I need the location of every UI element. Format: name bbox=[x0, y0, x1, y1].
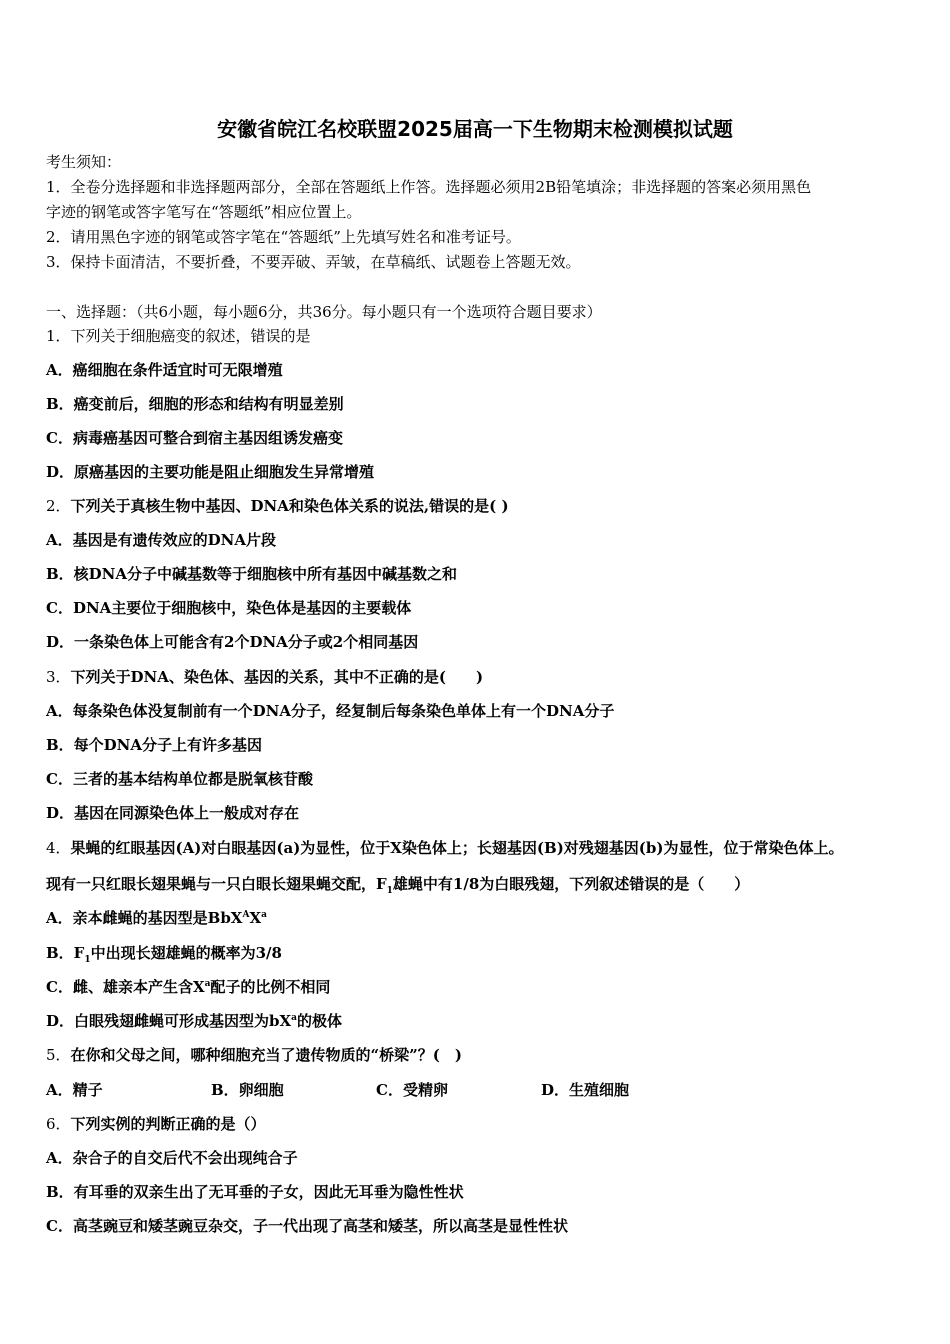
question-4-stem-line-2 bbox=[46, 874, 916, 894]
question-number: 3． bbox=[46, 668, 71, 686]
question-number: 4． bbox=[46, 839, 71, 857]
q5-option-c: C．受精卵 bbox=[376, 1081, 448, 1099]
question-5 bbox=[46, 1045, 916, 1065]
question-6 bbox=[46, 1114, 916, 1134]
question-stem: 在你和父母之间，哪种细胞充当了遗传物质的“桥梁”？( ) bbox=[70, 1046, 462, 1064]
option-text: X bbox=[249, 909, 262, 927]
notice-heading: 考生须知： bbox=[46, 153, 122, 171]
option-text: 的极体 bbox=[296, 1012, 342, 1030]
q5-option-a: A．精子 bbox=[46, 1081, 103, 1099]
q2-option-d: D．一条染色体上可能含有2个DNA分子或2个相同基因 bbox=[46, 633, 419, 651]
question-stem: 下列实例的判断正确的是（） bbox=[70, 1115, 266, 1133]
question-stem-line-1: 果蝇的红眼基因(A)对白眼基因(a)为显性，位于X染色体上；长翅基因(B)对残翅基因(b)为显性，位于常染色体上。 bbox=[70, 839, 844, 857]
subscript: 1 bbox=[386, 886, 393, 896]
superscript: a bbox=[204, 979, 211, 989]
q3-option-b: B．每个DNA分子上有许多基因 bbox=[46, 736, 263, 754]
q3-option-d: D．基因在同源染色体上一般成对存在 bbox=[46, 804, 300, 822]
superscript: A bbox=[242, 910, 250, 920]
notice-item-1-line-1: 1．全卷分选择题和非选择题两部分，全部在答题纸上作答。选择题必须用2B铅笔填涂；非选择题的答案必须用黑色 bbox=[46, 178, 812, 196]
option-text: 配子的比例不相同 bbox=[210, 978, 331, 996]
option-text: 中出现长翅雄蝇的概率为3/8 bbox=[90, 944, 282, 962]
q2-option-c: C．DNA主要位于细胞核中，染色体是基因的主要载体 bbox=[46, 599, 412, 617]
question-2 bbox=[46, 496, 916, 516]
superscript: a bbox=[261, 910, 267, 920]
question-stem: 下列关于真核生物中基因、DNA和染色体关系的说法,错误的是( ) bbox=[70, 497, 509, 515]
notice-item-1-line-2: 字迹的钢笔或答字笔写在“答题纸”相应位置上。 bbox=[46, 203, 362, 221]
q4-option-b bbox=[46, 943, 916, 963]
q2-option-b: B．核DNA分子中碱基数等于细胞核中所有基因中碱基数之和 bbox=[46, 565, 458, 583]
q4-option-a bbox=[46, 908, 916, 928]
option-text: B．F bbox=[46, 944, 85, 962]
q6-option-a: A．杂合子的自交后代不会出现纯合子 bbox=[46, 1149, 298, 1167]
question-number: 6． bbox=[46, 1115, 71, 1133]
question-stem: 下列关于细胞癌变的叙述，错误的是 bbox=[70, 327, 311, 345]
page-title: 安徽省皖江名校联盟2025届高一下生物期末检测模拟试题 bbox=[217, 117, 733, 141]
stem-text: 雄蝇中有1/8为白眼残翅，下列叙述错误的是（ ） bbox=[392, 875, 750, 893]
option-text: A．亲本雌蝇的基因型是BbX bbox=[46, 909, 243, 927]
q2-option-a: A．基因是有遗传效应的DNA片段 bbox=[46, 531, 276, 549]
section-heading: 一、选择题：（共6小题，每小题6分，共36分。每小题只有一个选项符合题目要求） bbox=[46, 303, 602, 321]
question-number: 1． bbox=[46, 327, 71, 345]
q4-option-c bbox=[46, 977, 916, 997]
notice-item-3: 3．保持卡面清洁，不要折叠，不要弄破、弄皱，在草稿纸、试题卷上答题无效。 bbox=[46, 253, 581, 271]
q6-option-c: C．高茎豌豆和矮茎豌豆杂交，子一代出现了高茎和矮茎，所以高茎是显性性状 bbox=[46, 1217, 568, 1235]
q6-option-b: B．有耳垂的双亲生出了无耳垂的子女，因此无耳垂为隐性性状 bbox=[46, 1183, 464, 1201]
q1-option-d: D．原癌基因的主要功能是阻止细胞发生异常增殖 bbox=[46, 463, 375, 481]
question-number: 2． bbox=[46, 497, 71, 515]
question-3 bbox=[46, 667, 916, 687]
q5-option-d: D．生殖细胞 bbox=[541, 1081, 630, 1099]
q1-option-c: C．病毒癌基因可整合到宿主基因组诱发癌变 bbox=[46, 429, 343, 447]
q4-option-d bbox=[46, 1011, 916, 1031]
question-1 bbox=[46, 326, 916, 346]
q1-option-a: A．癌细胞在条件适宜时可无限增殖 bbox=[46, 361, 283, 379]
q3-option-a: A．每条染色体没复制前有一个DNA分子，经复制后每条染色单体上有一个DNA分子 bbox=[46, 702, 615, 720]
option-text: D．白眼残翅雌蝇可形成基因型为bX bbox=[46, 1012, 292, 1030]
question-4 bbox=[46, 838, 916, 858]
q1-option-b: B．癌变前后，细胞的形态和结构有明显差别 bbox=[46, 395, 344, 413]
question-stem: 下列关于DNA、染色体、基因的关系，其中不正确的是( ) bbox=[70, 668, 484, 686]
superscript: a bbox=[291, 1013, 297, 1023]
notice-item-2: 2．请用黑色字迹的钢笔或答字笔在“答题纸”上先填写姓名和准考证号。 bbox=[46, 228, 521, 246]
q3-option-c: C．三者的基本结构单位都是脱氧核苷酸 bbox=[46, 770, 313, 788]
option-text: C．雌、雄亲本产生含X bbox=[46, 978, 205, 996]
subscript: 1 bbox=[84, 955, 91, 965]
question-number: 5． bbox=[46, 1046, 71, 1064]
stem-text: 现有一只红眼长翅果蝇与一只白眼长翅果蝇交配，F bbox=[46, 875, 387, 893]
q5-option-b: B．卵细胞 bbox=[211, 1081, 284, 1099]
